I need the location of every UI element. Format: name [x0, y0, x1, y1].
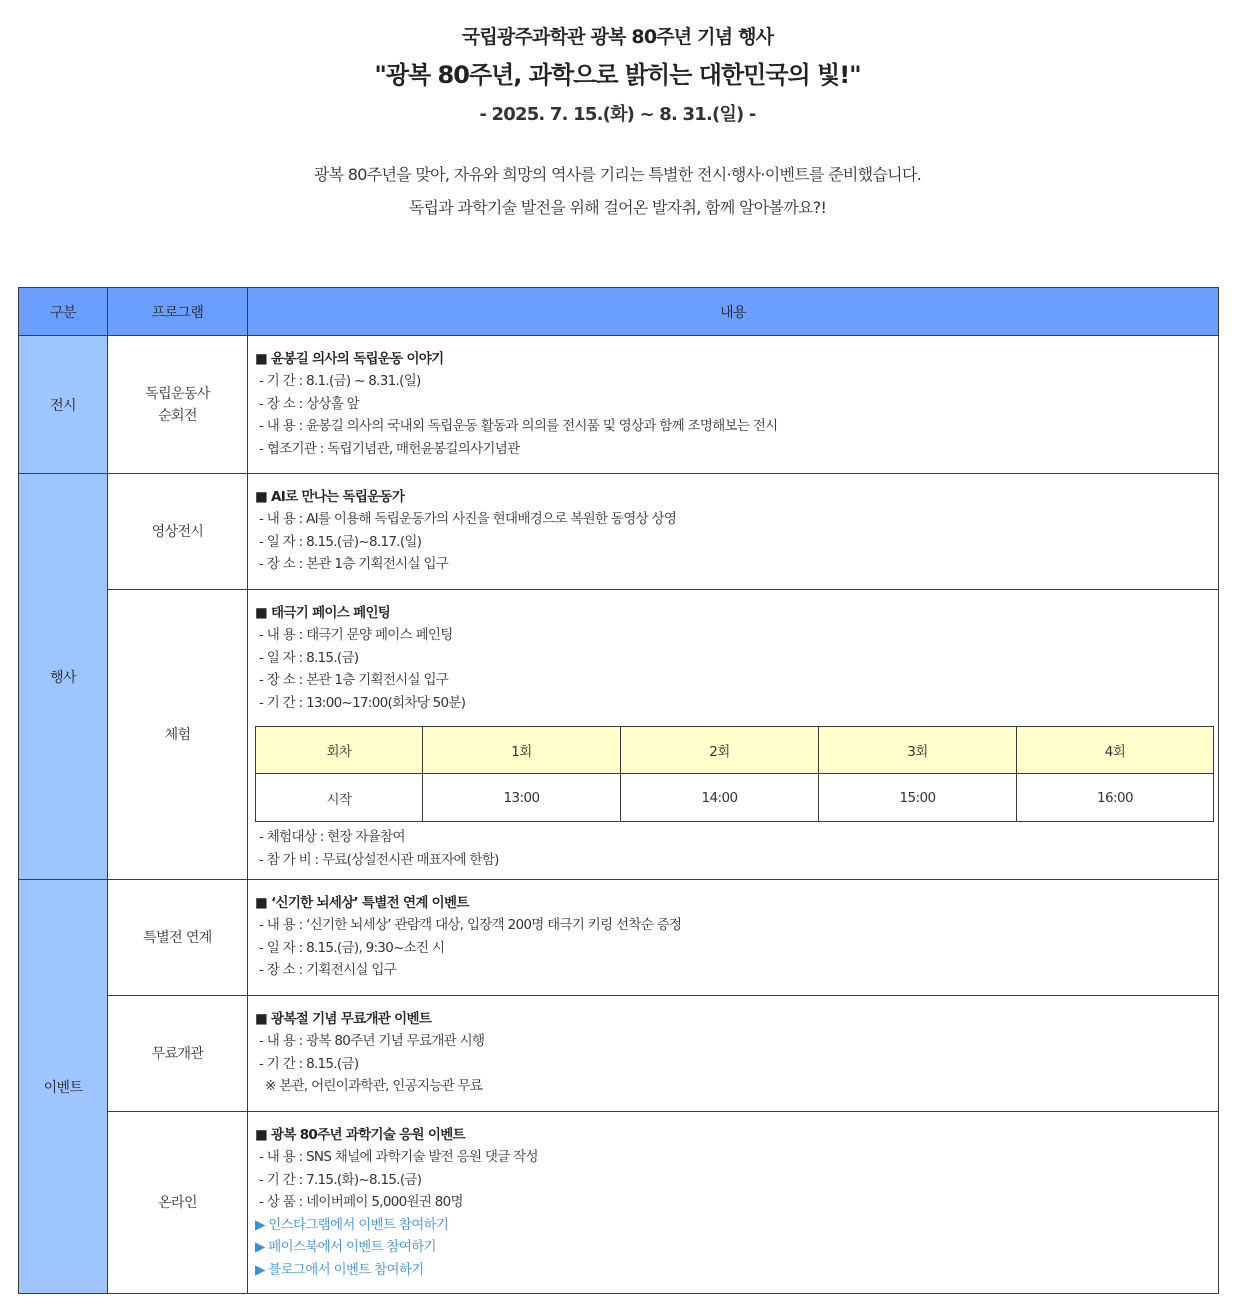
content-line: - 내 용 : 태극기 문양 페이스 페인팅	[259, 627, 453, 643]
program-label: 특별전 연계	[108, 880, 248, 996]
content-line: - 상 품 : 네이버페이 5,000원권 80명	[259, 1194, 463, 1210]
content-line: - 기 간 : 8.1.(금) ~ 8.31.(일)	[259, 373, 421, 389]
page-title: "광복 80주년, 과학으로 밝히는 대한민국의 빛!"	[374, 61, 861, 89]
content-cell	[248, 1112, 1219, 1294]
program-label: 영상전시	[108, 474, 248, 590]
header-program: 프로그램	[108, 288, 248, 336]
schedule-header-row	[256, 727, 1214, 774]
content-line: - 기 간 : 13:00~17:00(회차당 50분)	[259, 694, 466, 711]
category-exhibition: 전시	[19, 336, 108, 474]
schedule-header-cell: 회차	[256, 727, 423, 774]
content-title: ■ 광복 80주년 과학기술 응원 이벤트	[255, 1127, 465, 1143]
schedule-table	[255, 726, 1214, 822]
table-row	[19, 474, 1219, 590]
content-line: - 체험대상 : 현장 자율참여	[259, 829, 405, 845]
content-cell	[248, 880, 1219, 996]
content-line: - 장 소 : 상상홀 앞	[259, 395, 360, 412]
content-line: - 장 소 : 기획전시실 입구	[259, 962, 397, 978]
table-row	[19, 336, 1219, 474]
content-line: - 기 간 : 8.15.(금)	[259, 1055, 359, 1072]
content-line: - 기 간 : 7.15.(화)~8.15.(금)	[259, 1171, 422, 1188]
table-row	[19, 880, 1219, 996]
header-content: 내용	[248, 288, 1219, 336]
program-label: 체험	[108, 590, 248, 880]
table-header-row	[19, 288, 1219, 336]
intro-text-2: 독립과 과학기술 발전을 위해 걸어온 발자취, 함께 알아볼까요?!	[408, 198, 827, 217]
program-label: 무료개관	[108, 996, 248, 1112]
facebook-event-link[interactable]: ▶ 페이스북에서 이벤트 참여하기	[255, 1239, 436, 1255]
content-line: - 참 가 비 : 무료(상설전시관 매표자에 한함)	[259, 851, 499, 868]
schedule-cell: 16:00	[1017, 774, 1214, 822]
program-label: 온라인	[108, 1112, 248, 1294]
schedule-header-cell: 2회	[621, 727, 819, 774]
content-title: ■ 광복절 기념 무료개관 이벤트	[255, 1011, 432, 1027]
instagram-event-link[interactable]: ▶ 인스타그램에서 이벤트 참여하기	[255, 1216, 449, 1233]
content-line: - 장 소 : 본관 1층 기획전시실 입구	[259, 556, 449, 572]
schedule-cell: 13:00	[423, 774, 621, 822]
program-table	[18, 287, 1219, 1294]
schedule-cell: 15:00	[819, 774, 1017, 822]
table-row	[19, 590, 1219, 880]
blog-event-link[interactable]: ▶ 블로그에서 이벤트 참여하기	[255, 1261, 424, 1278]
content-line: - 내 용 : SNS 채널에 과학기술 발전 응원 댓글 작성	[259, 1149, 538, 1165]
content-line: - 일 자 : 8.15.(금)~8.17.(일)	[259, 533, 422, 550]
org-heading: 국립광주과학관 광복 80주년 기념 행사	[461, 26, 774, 48]
category-event: 행사	[19, 474, 108, 880]
content-line: - 내 용 : AI를 이용해 독립운동가의 사진을 현대배경으로 복원한 동영상 상영	[259, 511, 677, 527]
event-period: - 2025. 7. 15.(화) ~ 8. 31.(일) -	[479, 104, 756, 125]
content-line: - 내 용 : 광복 80주년 기념 무료개관 시행	[259, 1033, 485, 1049]
schedule-header-cell: 1회	[423, 727, 621, 774]
content-line: - 내 용 : ‘신기한 뇌세상’ 관람객 대상, 입장객 200명 태극기 키링 선착순 증정	[259, 917, 682, 933]
content-note: ※ 본관, 어린이과학관, 인공지능관 무료	[265, 1078, 483, 1094]
content-line: - 내 용 : 윤봉길 의사의 국내외 독립운동 활동과 의의를 전시품 및 영상과 함께 조명해보는 전시	[259, 418, 778, 434]
content-title: ■ AI로 만나는 독립운동가	[255, 489, 405, 505]
content-cell	[248, 474, 1219, 590]
content-cell	[248, 336, 1219, 474]
content-cell	[248, 996, 1219, 1112]
header-category: 구분	[19, 288, 108, 336]
content-cell	[248, 590, 1219, 880]
content-line: - 일 자 : 8.15.(금)	[259, 649, 359, 666]
content-line: - 장 소 : 본관 1층 기획전시실 입구	[259, 672, 449, 688]
program-cell	[108, 336, 248, 474]
schedule-header-cell: 4회	[1017, 727, 1214, 774]
schedule-cell: 14:00	[621, 774, 819, 822]
program-label: 순회전	[158, 407, 197, 424]
table-row	[19, 996, 1219, 1112]
program-label: 독립운동사	[145, 385, 210, 402]
table-row	[19, 1112, 1219, 1294]
schedule-header-cell: 3회	[819, 727, 1017, 774]
schedule-start-row	[256, 774, 1214, 822]
intro-text-1: 광복 80주년을 맞아, 자유와 희망의 역사를 기리는 특별한 전시·행사·이벤트를 준비했습니다.	[313, 165, 922, 184]
schedule-cell: 시작	[256, 774, 423, 822]
category-promo: 이벤트	[19, 880, 108, 1294]
content-line: - 일 자 : 8.15.(금), 9:30~소진 시	[259, 939, 445, 956]
content-title: ■ 윤봉길 의사의 독립운동 이야기	[255, 351, 444, 367]
content-title: ■ ‘신기한 뇌세상’ 특별전 연계 이벤트	[255, 895, 469, 911]
content-line: - 협조기관 : 독립기념관, 매헌윤봉길의사기념관	[259, 440, 520, 457]
content-title: ■ 태극기 페이스 페인팅	[255, 605, 391, 621]
